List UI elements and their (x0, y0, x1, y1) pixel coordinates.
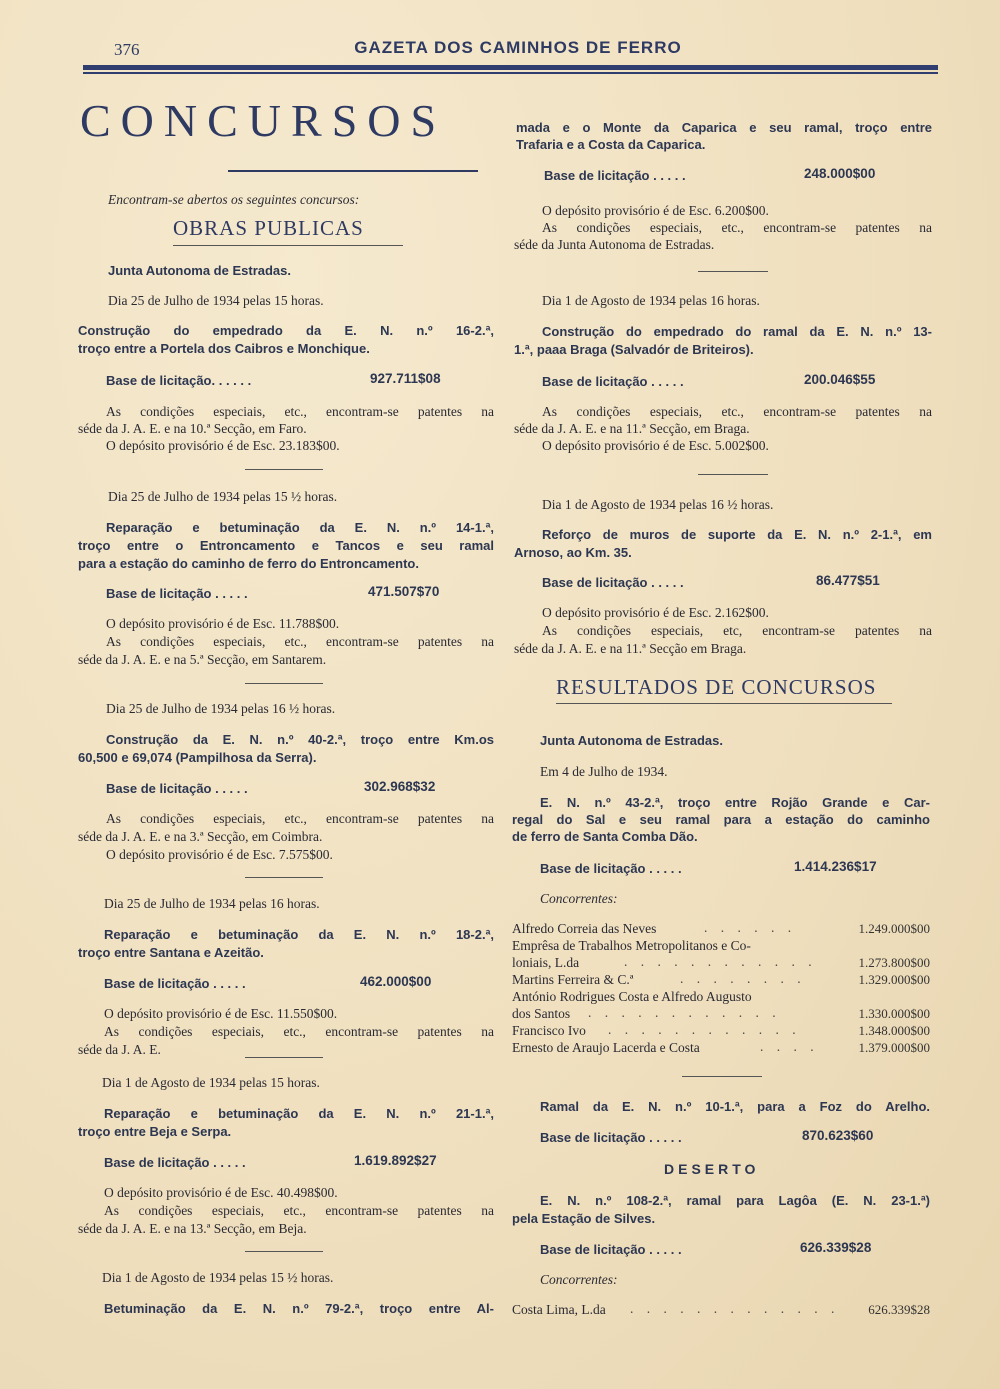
base-label: Base de licitação . . . . . (106, 781, 248, 796)
separator (698, 271, 768, 272)
competitor-amount: 1.330.000$00 (858, 1006, 930, 1021)
competitor-amount: 626.339$28 (868, 1302, 930, 1317)
tender-desc: Reforço de muros de suporte da E. N. n.º 2-1.ª, em (542, 527, 932, 542)
heading-underline (228, 170, 478, 172)
result-desc: pela Estação de Silves. (512, 1211, 656, 1226)
header-rule-thin (83, 72, 938, 74)
base-label: Base de licitação . . . . . (540, 861, 682, 876)
leader-dots: . . . . . . . . . . . . (608, 1022, 801, 1037)
concorrentes-label: Concorrentes: (540, 1272, 618, 1287)
notice-line: séde da J. A. E. e na 11.ª Secção, em Braga. (514, 421, 750, 436)
tender-desc: Reparação e betuminação da E. N. n.º 21-1.ª, (104, 1106, 494, 1121)
tender-date: Dia 1 de Agosto de 1934 pelas 15 horas. (102, 1075, 320, 1090)
separator (698, 474, 768, 475)
base-value: 1.414.236$17 (794, 859, 877, 874)
section-title: OBRAS PUBLICAS (173, 216, 364, 240)
tender-desc: para a estação do caminho de ferro do Entroncamento. (78, 556, 419, 571)
tender-desc: troço entre Santana e Azeitão. (78, 945, 264, 960)
org-name: Junta Autonoma de Estradas. (540, 733, 723, 748)
competitor-amount: 1.379.000$00 (858, 1040, 930, 1055)
base-label: Base de licitação . . . . . (104, 1155, 246, 1170)
base-label: Base de licitação . . . . . (542, 575, 684, 590)
tender-date: Dia 25 de Julho de 1934 pelas 16 ½ horas. (106, 701, 336, 716)
separator (682, 1076, 762, 1077)
main-heading: CONCURSOS (80, 95, 447, 146)
competitor-amount: 1.348.000$00 (858, 1023, 930, 1038)
competitor-name: Martins Ferreira & C.ª (512, 972, 634, 987)
notice-line: As condições especiais, etc., encontram-se patentes na (542, 404, 932, 419)
notice-line: O depósito provisório é de Esc. 5.002$00. (542, 438, 769, 453)
tender-desc: mada e o Monte da Caparica e seu ramal, troço entre (516, 120, 932, 135)
results-underline (556, 703, 892, 704)
tender-desc: Trafaria e a Costa da Caparica. (516, 137, 706, 152)
competitor-amount: 1.329.000$00 (858, 972, 930, 987)
tender-date: Dia 25 de Julho de 1934 pelas 16 horas. (104, 896, 320, 911)
leader-dots: . . . . . . . . . . . . . (630, 1301, 840, 1316)
tender-desc: troço entre o Entroncamento e Tancos e seu ramal (78, 538, 494, 553)
notice-line: O depósito provisório é de Esc. 11.550$00. (104, 1006, 338, 1021)
intro-text: Encontram-se abertos os seguintes concursos: (108, 192, 360, 207)
tender-date: Dia 1 de Agosto de 1934 pelas 16 ½ horas. (542, 497, 774, 512)
base-value: 462.000$00 (360, 974, 432, 989)
competitor-name: Alfredo Correia das Neves (512, 921, 657, 936)
competitor-amount: 1.249.000$00 (858, 921, 930, 936)
leader-dots: . . . . (760, 1039, 819, 1054)
base-label: Base de licitação . . . . . (540, 1130, 682, 1145)
base-value: 86.477$51 (816, 573, 880, 588)
notice-line: O depósito provisório é de Esc. 7.575$00. (106, 847, 333, 862)
concorrentes-label: Concorrentes: (540, 891, 618, 906)
base-label: Base de licitação . . . . . (104, 976, 246, 991)
notice-line: séde da J. A. E. e na 11.ª Secção em Braga. (514, 641, 747, 656)
competitor-name: Francisco Ivo (512, 1023, 586, 1038)
result-desc: de ferro de Santa Comba Dão. (512, 829, 698, 844)
competitor-name: Costa Lima, L.da (512, 1302, 606, 1317)
tender-date: Dia 25 de Julho de 1934 pelas 15 horas. (108, 293, 324, 308)
notice-line: As condições especiais, etc., encontram-se patentes na (106, 404, 494, 419)
notice-line: As condições especiais, etc, encontram-se patentes na (542, 623, 932, 638)
results-title: RESULTADOS DE CONCURSOS (556, 675, 877, 699)
base-value: 927.711$08 (370, 371, 441, 386)
tender-date: Dia 1 de Agosto de 1934 pelas 15 ½ horas. (102, 1270, 334, 1285)
base-label: Base de licitação . . . . . (540, 1242, 682, 1257)
competitor-name: Emprêsa de Trabalhos Metropolitanos e Co- (512, 938, 751, 953)
leader-dots: . . . . . . . . (680, 971, 806, 986)
tender-desc: 1.ª, paaa Braga (Salvadór de Briteiros). (514, 342, 754, 357)
result-date: Em 4 de Julho de 1934. (540, 764, 668, 779)
notice-line: séde da J. A. E. e na 3.ª Secção, em Coimbra. (78, 829, 323, 844)
base-label: Base de licitação . . . . . (544, 168, 686, 183)
tender-desc: Construção da E. N. n.º 40-2.ª, troço entre Km.os (106, 732, 494, 747)
competitor-name: Ernesto de Araujo Lacerda e Costa (512, 1040, 700, 1055)
notice-line: O depósito provisório é de Esc. 2.162$00. (542, 605, 769, 620)
notice-line: O depósito provisório é de Esc. 11.788$00. (106, 616, 340, 631)
notice-line: séde da J. A. E. (78, 1042, 161, 1057)
notice-line: séde da J. A. E. e na 10.ª Secção, em Faro. (78, 421, 307, 436)
base-value: 626.339$28 (800, 1240, 872, 1255)
notice-line: As condições especiais, etc., encontram-se patentes na (104, 1203, 494, 1218)
deserto-label: DESERTO (664, 1161, 760, 1177)
competitor-name: António Rodrigues Costa e Alfredo Augusto (512, 989, 752, 1004)
result-desc: E. N. n.º 108-2.ª, ramal para Lagôa (E. N. 23-1.ª) (540, 1193, 930, 1208)
separator (245, 683, 323, 684)
section-underline (173, 245, 403, 246)
notice-line: As condições especiais, etc., encontram-se patentes na (106, 811, 494, 826)
separator (245, 1057, 323, 1058)
tender-desc: Construção do empedrado da E. N. n.º 16-2.ª, (78, 323, 494, 338)
tender-desc: troço entre a Portela dos Caibros e Monchique. (78, 341, 370, 356)
leader-dots: . . . . . . . . . . . . (624, 954, 817, 969)
notice-line: O depósito provisório é de Esc. 23.183$00. (106, 438, 340, 453)
base-value: 1.619.892$27 (354, 1153, 437, 1168)
notice-line: As condições especiais, etc., encontram-se patentes na (542, 220, 932, 235)
tender-desc: 60,500 e 69,074 (Pampilhosa da Serra). (78, 750, 317, 765)
result-desc: regal do Sal e seu ramal para a estação do caminho (512, 812, 930, 827)
competitor-amount: 1.273.800$00 (858, 955, 930, 970)
tender-date: Dia 25 de Julho de 1934 pelas 15 ½ horas. (108, 489, 338, 504)
tender-desc: Arnoso, ao Km. 35. (514, 545, 632, 560)
notice-line: As condições especiais, etc., encontram-se patentes na (106, 634, 494, 649)
tender-desc: Betuminação da E. N. n.º 79-2.ª, troço entre Al- (104, 1301, 494, 1316)
tender-desc: Reparação e betuminação da E. N. n.º 18-2.ª, (104, 927, 494, 942)
base-label: Base de licitação . . . . . (106, 586, 248, 601)
tender-desc: troço entre Beja e Serpa. (78, 1124, 232, 1139)
header-rule (83, 65, 938, 70)
leader-dots: . . . . . . . . . . . . (588, 1005, 781, 1020)
base-label: Base de licitação . . . . . (542, 374, 684, 389)
base-value: 870.623$60 (802, 1128, 874, 1143)
notice-line: O depósito provisório é de Esc. 40.498$00. (104, 1185, 338, 1200)
notice-line: séde da J. A. E. e na 13.ª Secção, em Beja. (78, 1221, 307, 1236)
base-value: 248.000$00 (804, 166, 876, 181)
competitor-name: loniais, L.da (512, 955, 580, 970)
notice-line: séde da Junta Autonoma de Estradas. (514, 237, 715, 252)
leader-dots: . . . . . . (704, 920, 797, 935)
competitor-name: dos Santos (512, 1006, 571, 1021)
separator (245, 877, 323, 878)
notice-line: As condições especiais, etc., encontram-se patentes na (104, 1024, 494, 1039)
notice-line: O depósito provisório é de Esc. 6.200$00. (542, 203, 769, 218)
base-value: 471.507$70 (368, 584, 440, 599)
tender-date: Dia 1 de Agosto de 1934 pelas 16 horas. (542, 293, 760, 308)
base-value: 302.968$32 (364, 779, 436, 794)
tender-desc: Reparação e betuminação da E. N. n.º 14-1.ª, (106, 520, 494, 535)
page-number: 376 (114, 40, 140, 59)
tender-desc: Construção do empedrado do ramal da E. N. n.º 13- (542, 324, 932, 339)
base-label: Base de licitação. . . . . . (106, 373, 252, 388)
base-value: 200.046$55 (804, 372, 876, 387)
result-desc: Ramal da E. N. n.º 10-1.ª, para a Foz do Arelho. (540, 1099, 930, 1114)
journal-title: GAZETA DOS CAMINHOS DE FERRO (354, 38, 682, 57)
result-desc: E. N. n.º 43-2.ª, troço entre Rojão Grande e Car- (540, 795, 930, 810)
separator (245, 469, 323, 470)
notice-line: séde da J. A. E. e na 5.ª Secção, em Santarem. (78, 652, 327, 667)
separator (245, 1251, 323, 1252)
org-name: Junta Autonoma de Estradas. (108, 263, 291, 278)
